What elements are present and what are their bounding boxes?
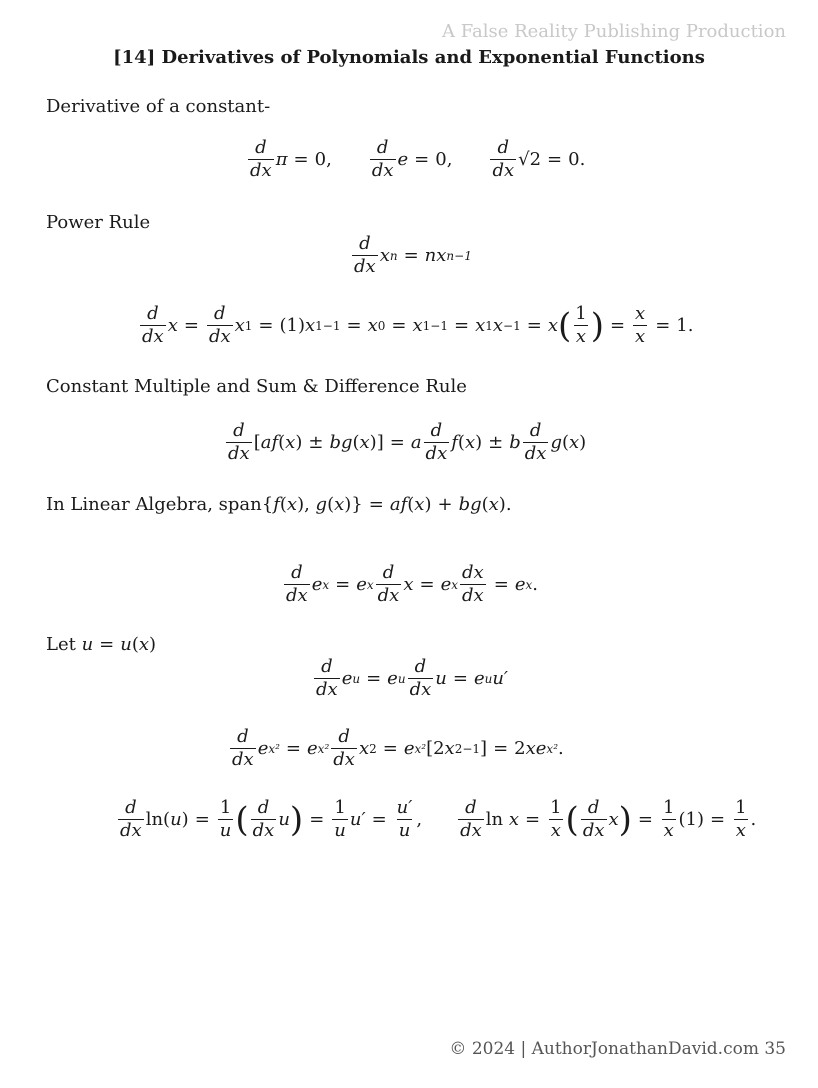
equation-power-rule: $\frac{d}{dx}$ x n = nx n−1: [354, 233, 472, 277]
let-u-definition: Let u = u ( x ): [46, 634, 157, 655]
section-label-constant-multiple: Constant Multiple and Sum & Difference Rule: [46, 376, 467, 397]
publisher-watermark: A False Reality Publishing Production: [442, 21, 786, 42]
equation-exp-u-derivative: $\frac{d}{dx}$ e u = e u $\frac{d}{dx}$ u = e u u′: [316, 656, 509, 700]
equation-exp-derivative: $\frac{d}{dx}$ e x = e x $\frac{d}{dx}$ x = e x $\frac{dx}{dx}$ = e x .: [286, 562, 538, 606]
equation-constant-derivatives: $\frac{d}{dx}$ π = 0, $\frac{d}{dx}$ e = 0, $\frac{d}{dx}$ √2 = 0.: [250, 137, 586, 181]
equation-log-derivatives: $\frac{d}{dx}$ ln( u ) = $\frac{1}{u}$ ( $\frac{d}{dx}$ u ) = $\frac{1}{u}$ u′ = $\frac{u'}{u}$ , $\frac{d}{dx}$ ln x = $\frac{1}{x}$ ( $\frac{d}{dx}$ x ) = $\frac{1}{x}$ (1) = $\frac{1}{x}$ .: [120, 797, 757, 841]
linear-algebra-prefix: In Linear Algebra, span: [46, 494, 262, 515]
equation-exp-x-squared: $\frac{d}{dx}$ e x² = e x² $\frac{d}{dx}$ x 2 = e x² [2 x 2−1 ] = 2 xe x² .: [232, 726, 564, 770]
equation-derivative-of-x: $\frac{d}{dx}$ x = $\frac{d}{dx}$ x 1 = (1) x 1−1 = x 0 = x 1−1 = x 1 x −1 = x ( $\frac{1}{x}$ ) = $\frac{x}{x}$ = 1.: [142, 303, 694, 347]
linear-algebra-note: In Linear Algebra, span { f ( x ), g ( x )} = af ( x ) + bg ( x ).: [46, 494, 512, 515]
equation-sum-difference-rule: $\frac{d}{dx}$ [ af ( x ) ± bg ( x )] = a $\frac{d}{dx}$ f ( x ) ± b $\frac{d}{dx}$ g ( x ): [228, 420, 587, 464]
section-label-constant: Derivative of a constant-: [46, 96, 271, 117]
page-title: [14] Derivatives of Polynomials and Exponential Functions: [113, 47, 705, 68]
page-footer: © 2024 | AuthorJonathanDavid.com 35: [449, 1039, 786, 1059]
section-label-power-rule: Power Rule: [46, 212, 151, 233]
let-label: Let: [46, 634, 76, 655]
